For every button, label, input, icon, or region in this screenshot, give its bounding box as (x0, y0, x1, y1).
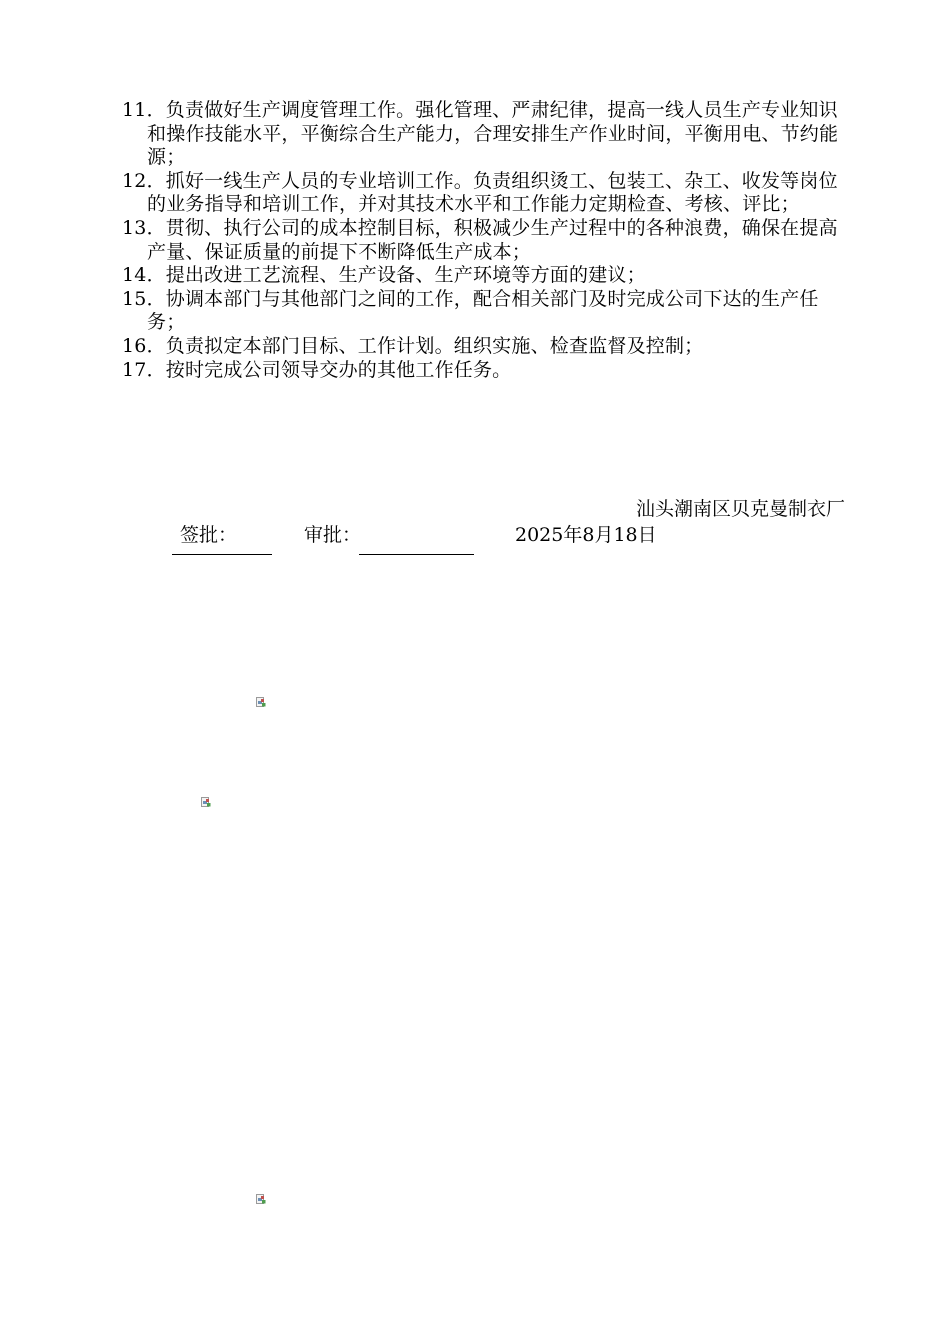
review-line (359, 554, 474, 555)
broken-image-icon (201, 797, 211, 807)
duty-number: 16． (122, 334, 166, 357)
duty-text: 按时完成公司领导交办的其他工作任务。 (165, 358, 512, 381)
duty-text: 负责做好生产调度管理工作。强化管理、严肃纪律，提高一线人员生产专业知识和操作技能水平，平衡综合生产能力，合理安排生产作业时间，平衡用电、节约能源； (147, 99, 839, 169)
duty-number: 11． (122, 99, 166, 121)
sign-label: 签批： (180, 524, 238, 546)
duty-item-16 (122, 335, 842, 359)
duty-number: 13． (122, 216, 166, 239)
duty-item-12 (122, 170, 842, 217)
company-name: 汕头潮南区贝克曼制衣厂 (635, 498, 845, 520)
review-label: 审批： (304, 524, 362, 546)
sign-line (172, 554, 272, 555)
duty-text: 抓好一线生产人员的专业培训工作。负责组织烫工、包装工、杂工、收发等岗位的业务指导和培训工作，并对其技术水平和工作能力定期检查、考核、评比； (147, 169, 838, 216)
duty-text: 贯彻、执行公司的成本控制目标，积极减少生产过程中的各种浪费，确保在提高产量、保证质量的前提下不断降低生产成本； (147, 216, 838, 263)
duty-list (122, 99, 842, 382)
document-date: 2025年8月18日 (515, 524, 657, 546)
duty-number: 15． (122, 287, 166, 310)
broken-image-icon (256, 697, 266, 707)
duty-text: 协调本部门与其他部门之间的工作，配合相关部门及时完成公司下达的生产任务； (147, 287, 819, 334)
duty-text: 提出改进工艺流程、生产设备、生产环境等方面的建议； (165, 264, 646, 287)
duty-number: 14． (122, 264, 166, 287)
duty-number: 12． (122, 169, 166, 192)
broken-image-icon (256, 1194, 266, 1204)
duty-text: 负责拟定本部门目标、工作计划。组织实施、检查监督及控制； (165, 334, 704, 357)
duty-item-14 (122, 264, 842, 288)
duty-item-15 (122, 288, 842, 335)
duty-item-11 (122, 99, 842, 170)
duty-number: 17． (122, 358, 166, 381)
duty-item-17 (122, 359, 842, 383)
duty-item-13 (122, 217, 842, 264)
